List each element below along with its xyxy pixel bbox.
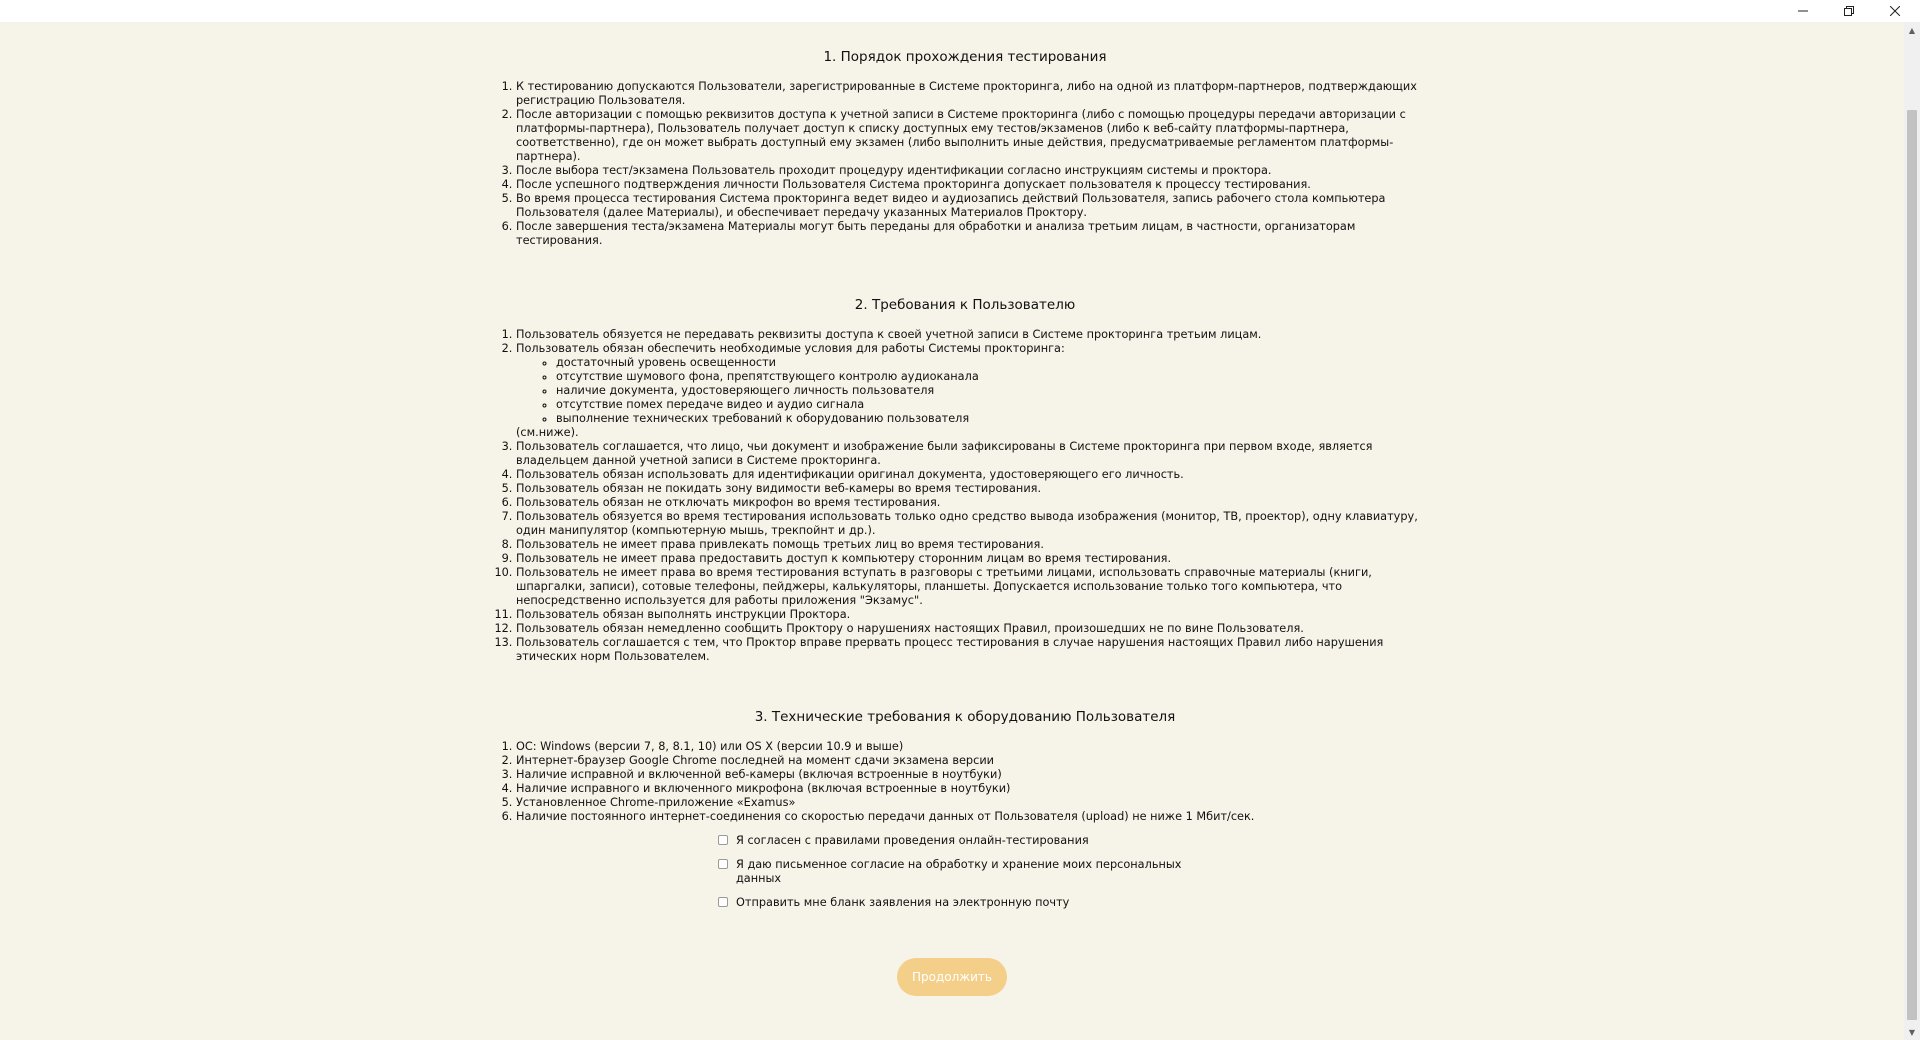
scroll-thumb[interactable] [1907, 110, 1917, 1020]
vertical-scrollbar[interactable] [1904, 22, 1920, 1040]
list-item: 10. Пользователь не имеет права во время тестирования вступать в разговоры с третьими лицами, использовать справочные материалы (книги, шпаргалки, записи), сотовые телефоны, пейджеры, калькуляторы, планшеты. Допускается использование только того компьютера, что непосредственно используется для работы приложения "Экзамус". [516, 566, 1430, 608]
rules-document [500, 48, 1430, 872]
list-item [516, 342, 1430, 440]
section-title: 1. Порядок прохождения тестирования [823, 49, 1107, 65]
list-item-tail: (см.ниже). [516, 426, 579, 439]
scroll-down-arrow-icon[interactable]: ▼ [1908, 1027, 1916, 1037]
list-item: 6. Пользователь обязан не отключать микрофон во время тестирования. [516, 496, 1430, 510]
sublist-item: ◦ отсутствие шумового фона, препятствующего контролю аудиоканала [556, 370, 1430, 384]
consent-label: Отправить мне бланк заявления на электронную почту [736, 896, 1070, 909]
list-item: 4. Наличие исправного и включенного микрофона (включая встроенные в ноутбуки) [516, 782, 1430, 796]
sublist-item: ◦ наличие документа, удостоверяющего личность пользователя [556, 384, 1430, 398]
window-titlebar [0, 0, 1920, 22]
list-item: 11. Пользователь обязан выполнять инструкции Проктора. [516, 608, 1430, 622]
minimize-icon [1798, 6, 1808, 16]
personal-data-checkbox[interactable] [718, 859, 728, 869]
list-item: 2. Интернет-браузер Google Chrome последней на момент сдачи экзамена версии [516, 754, 1430, 768]
list-item: 1. К тестированию допускаются Пользователи, зарегистрированные в Системе прокторинга, либо на одной из платформ-партнеров, подтверждающих регистрацию Пользователя. [516, 80, 1430, 108]
scroll-up-arrow-icon[interactable]: ▲ [1908, 25, 1916, 35]
list-item: 5. Установленное Chrome-приложение «Examus» [516, 796, 1430, 810]
procedure-list [500, 80, 1430, 248]
restore-icon [1844, 6, 1854, 16]
list-item: 5. Во время процесса тестирования Система прокторинга ведет видео и аудиозапись действий Пользователя, запись рабочего стола компьютера Пользователя (далее Материалы), и обеспечивает передачу указанных Материалов Проктору. [516, 192, 1430, 220]
list-item: 13. Пользователь соглашается с тем, что Проктор вправе прервать процесс тестирования в случае нарушения настоящих Правил либо нарушения этических норм Пользователем. [516, 636, 1430, 664]
minimize-button[interactable] [1780, 0, 1826, 22]
user-requirements-list [500, 328, 1430, 664]
list-item: 12. Пользователь обязан немедленно сообщить Проктору о нарушениях настоящих Правил, произошедших не по вине Пользователя. [516, 622, 1430, 636]
list-item: 8. Пользователь не имеет права привлекать помощь третьих лиц во время тестирования. [516, 538, 1430, 552]
list-item: 3. После выбора тест/экзамена Пользователь проходит процедуру идентификации согласно инструкциям системы и проктора. [516, 164, 1430, 178]
list-item: 9. Пользователь не имеет права предоставить доступ к компьютеру сторонним лицам во время тестирования. [516, 552, 1430, 566]
conditions-sublist [516, 356, 1430, 426]
section-title: 2. Требования к Пользователю [854, 297, 1076, 313]
email-form-checkbox[interactable] [718, 897, 728, 907]
list-item: 3. Наличие исправной и включенной веб-камеры (включая встроенные в ноутбуки) [516, 768, 1430, 782]
rules-checkbox[interactable] [718, 835, 728, 845]
list-item: 4. Пользователь обязан использовать для идентификации оригинал документа, удостоверяющего его личность. [516, 468, 1430, 482]
list-item: 5. Пользователь обязан не покидать зону видимости веб-камеры во время тестирования. [516, 482, 1430, 496]
list-item: 6. Наличие постоянного интернет-соединения со скоростью передачи данных от Пользователя (upload) не ниже 1 Мбит/сек. [516, 810, 1430, 824]
close-button[interactable] [1872, 0, 1918, 22]
list-item: 2. После авторизации с помощью реквизитов доступа к учетной записи в Системе прокторинга (либо с помощью процедуры передачи авторизации с платформы-партнера), Пользователь получает доступ к списку доступных ему тестов/экзаменов (либо к веб-сайту платформы-партнера, соответственно), где он может выбрать доступный ему экзамен (либо выполнить иные действия, предусматриваемые регламентом платформы-партнера). [516, 108, 1430, 164]
consent-email-form[interactable] [714, 896, 1184, 910]
list-item: 1. ОС: Windows (версии 7, 8, 8.1, 10) или OS X (версии 10.9 и выше) [516, 740, 1430, 754]
list-item: 6. После завершения теста/экзамена Материалы могут быть переданы для обработки и анализа третьим лицам, в частности, организаторам тестирования. [516, 220, 1430, 248]
sublist-item: ◦ выполнение технических требований к оборудованию пользователя [556, 412, 1430, 426]
list-item-text: Пользователь обязан обеспечить необходимые условия для работы Системы прокторинга: [516, 342, 1065, 355]
restore-button[interactable] [1826, 0, 1872, 22]
section-procedure [500, 48, 1430, 248]
sublist-item: ◦ достаточный уровень освещенности [556, 356, 1430, 370]
consent-personal-data[interactable] [714, 858, 1184, 886]
list-item: 3. Пользователь соглашается, что лицо, чьи документ и изображение были зафиксированы в Системе прокторинга при первом входе, является владельцем данной учетной записи в Системе прокторинга. [516, 440, 1430, 468]
close-icon [1890, 6, 1900, 16]
consent-label: Я даю письменное согласие на обработку и хранение моих персональных данных [736, 858, 1182, 885]
section-title: 3. Технические требования к оборудованию Пользователя [754, 709, 1176, 725]
section-technical-requirements [500, 708, 1430, 824]
section-user-requirements [500, 296, 1430, 664]
continue-button[interactable]: Продолжить [897, 958, 1007, 996]
list-item: 4. После успешного подтверждения личности Пользователя Система прокторинга допускает пользователя к процессу тестирования. [516, 178, 1430, 192]
consent-group [714, 834, 1184, 920]
list-item: 1. Пользователь обязуется не передавать реквизиты доступа к своей учетной записи в Системе прокторинга третьим лицам. [516, 328, 1430, 342]
list-item: 7. Пользователь обязуется во время тестирования использовать только одно средство вывода изображения (монитор, ТВ, проектор), одну клавиатуру, один манипулятор (компьютерную мышь, трекпойнт и др.). [516, 510, 1430, 538]
content-area [0, 22, 1904, 1040]
consent-label: Я согласен с правилами проведения онлайн-тестирования [736, 834, 1089, 847]
technical-requirements-list [500, 740, 1430, 824]
sublist-item: ◦ отсутствие помех передаче видео и аудио сигнала [556, 398, 1430, 412]
consent-rules[interactable] [714, 834, 1184, 848]
